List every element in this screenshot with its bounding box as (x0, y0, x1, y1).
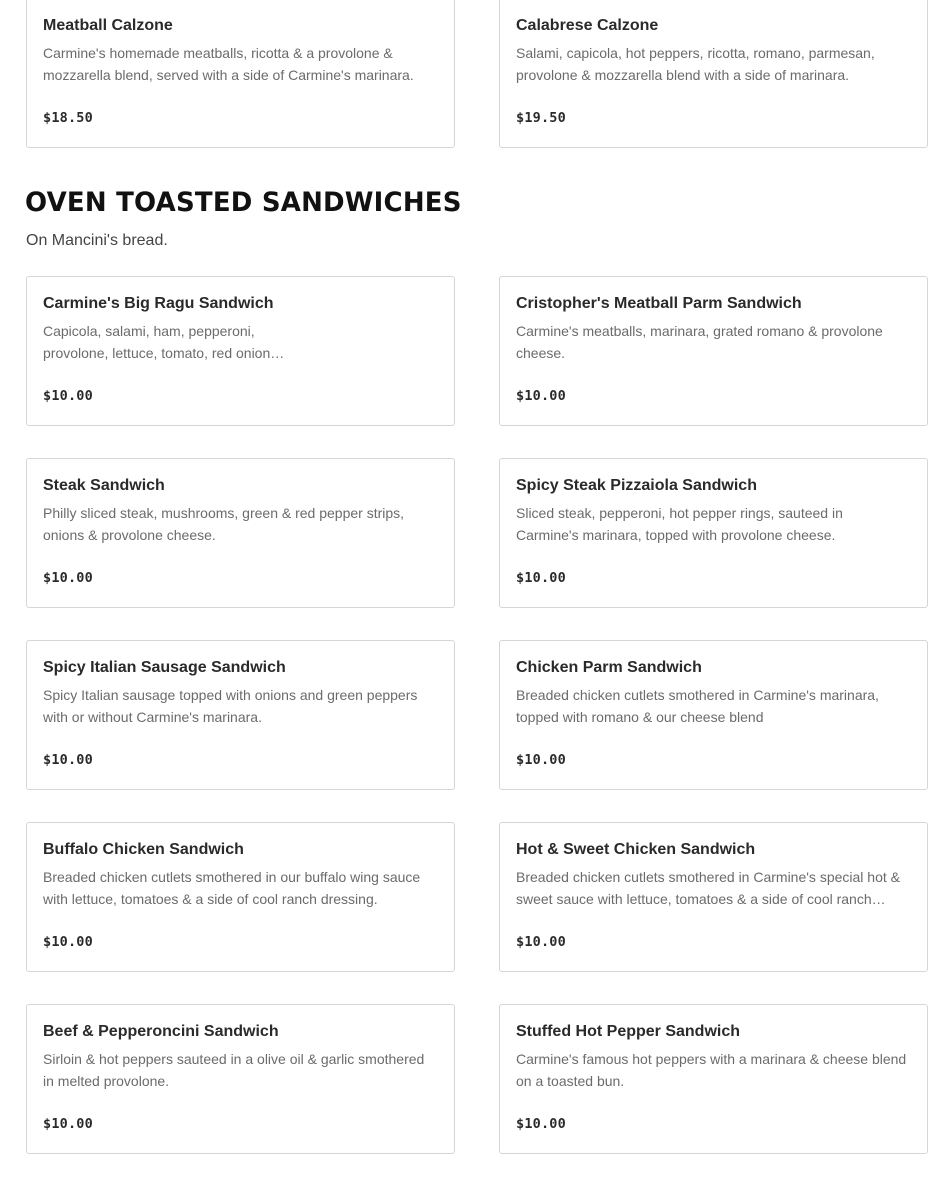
menu-item-name: Stuffed Hot Pepper Sandwich (516, 1023, 741, 1040)
menu-item-name: Spicy Steak Pizzaiola Sandwich (516, 477, 757, 494)
menu-item-description: Breaded chicken cutlets smothered in Carmine's marinara, topped with romano & our cheese blend (516, 687, 879, 725)
menu-item-card[interactable] (499, 276, 928, 426)
menu-item-price: $10.00 (516, 1116, 566, 1132)
menu-item-price: $10.00 (516, 934, 566, 950)
sandwich-grid (26, 276, 928, 1154)
menu-item-card[interactable] (26, 458, 455, 608)
menu-item-card[interactable] (499, 1004, 928, 1154)
menu-item-card[interactable] (499, 458, 928, 608)
menu-item-name: Beef & Pepperoncini Sandwich (43, 1023, 279, 1040)
menu-item-description: Carmine's meatballs, marinara, grated romano & provolone cheese. (516, 323, 883, 361)
menu-item-description: Carmine's famous hot peppers with a marinara & cheese blend on a toasted bun. (516, 1051, 907, 1089)
menu-item-price: $18.50 (43, 110, 93, 126)
menu-item-card[interactable] (499, 640, 928, 790)
menu-item-card[interactable] (499, 822, 928, 972)
section-title: OVEN TOASTED SANDWICHES (25, 187, 462, 219)
menu-item-name: Hot & Sweet Chicken Sandwich (516, 841, 756, 858)
menu-item-card[interactable] (26, 0, 455, 148)
menu-item-price: $10.00 (43, 752, 93, 768)
menu-item-price: $10.00 (43, 934, 93, 950)
menu-item-card[interactable] (26, 640, 455, 790)
menu-item-description: Spicy Italian sausage topped with onions and green peppers with or without Carmine's marinara. (43, 687, 418, 725)
menu-item-name: Cristopher's Meatball Parm Sandwich (516, 295, 802, 312)
menu-item-name: Spicy Italian Sausage Sandwich (43, 659, 286, 676)
menu-item-price: $10.00 (43, 388, 93, 404)
menu-item-name: Carmine's Big Ragu Sandwich (43, 295, 274, 312)
menu-item-name: Buffalo Chicken Sandwich (43, 841, 244, 858)
menu-item-description: Sliced steak, pepperoni, hot pepper rings, sauteed in Carmine's marinara, topped with provolone cheese. (516, 505, 843, 543)
menu-item-description: Breaded chicken cutlets smothered in Carmine's special hot & sweet sauce with lettuce, tomatoes & a side of cool ranch… (516, 869, 900, 907)
menu-item-card[interactable] (26, 276, 455, 426)
menu-item-name: Chicken Parm Sandwich (516, 659, 702, 676)
menu-item-card[interactable] (26, 1004, 455, 1154)
menu-item-name: Steak Sandwich (43, 477, 165, 494)
menu-item-description: Philly sliced steak, mushrooms, green & red pepper strips, onions & provolone cheese. (43, 505, 405, 543)
menu-item-name: Meatball Calzone (43, 17, 173, 34)
menu-item-description: Carmine's homemade meatballs, ricotta & a provolone & mozzarella blend, served with a side of Carmine's marinara. (43, 45, 414, 83)
menu-item-price: $10.00 (43, 1116, 93, 1132)
menu-item-price: $10.00 (516, 388, 566, 404)
menu-item-price: $10.00 (516, 570, 566, 586)
menu-item-name: Calabrese Calzone (516, 17, 659, 34)
calzone-grid (26, 0, 928, 148)
menu-item-description: Salami, capicola, hot peppers, ricotta, romano, parmesan, provolone & mozzarella blend with a side of marinara. (516, 45, 875, 83)
menu-item-card[interactable] (26, 822, 455, 972)
menu-item-description: Breaded chicken cutlets smothered in our buffalo wing sauce with lettuce, tomatoes & a side of cool ranch dressing. (43, 869, 421, 907)
menu-item-price: $19.50 (516, 110, 566, 126)
menu-item-price: $10.00 (43, 570, 93, 586)
section-subtitle: On Mancini's bread. (26, 232, 168, 249)
menu-item-card[interactable] (499, 0, 928, 148)
menu-item-price: $10.00 (516, 752, 566, 768)
menu-item-description: Capicola, salami, ham, pepperoni, provolone, lettuce, tomato, red onion… (43, 323, 285, 361)
menu-item-description: Sirloin & hot peppers sauteed in a olive oil & garlic smothered in melted provolone. (43, 1051, 425, 1089)
